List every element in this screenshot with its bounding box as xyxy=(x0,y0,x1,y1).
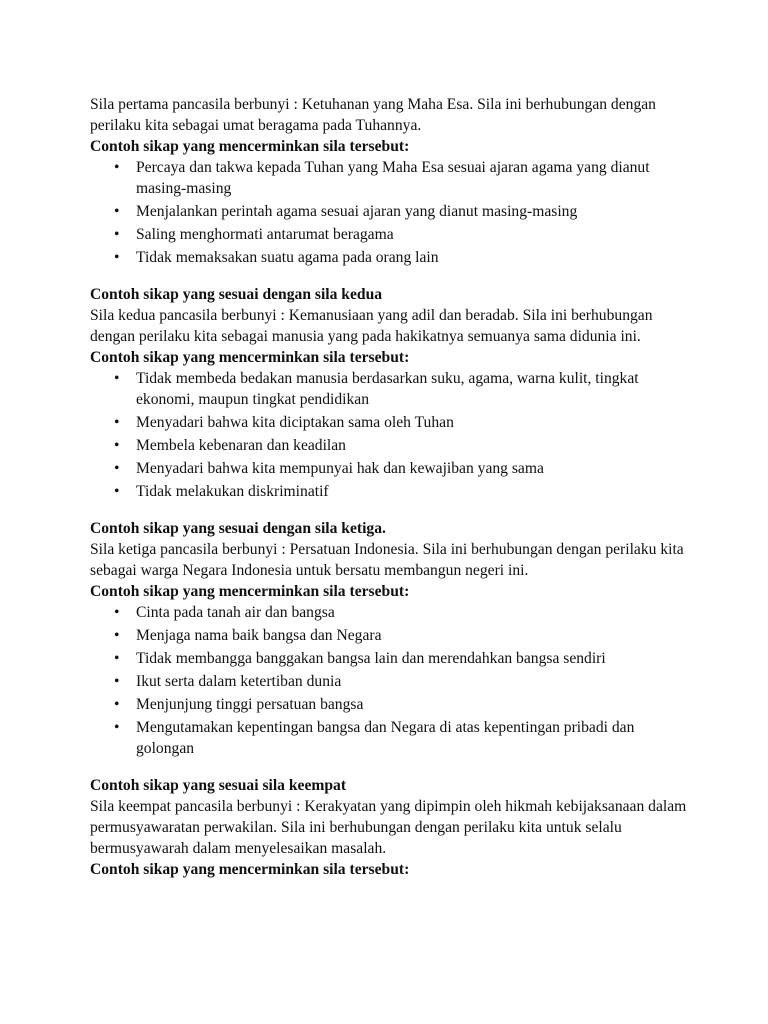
list-item: • Menjalankan perintah agama sesuai ajaran yang dianut masing-masing xyxy=(90,201,690,222)
list-item: • Saling menghormati antarumat beragama xyxy=(90,224,690,245)
list-item: • Ikut serta dalam ketertiban dunia xyxy=(90,671,690,692)
sila3-list xyxy=(90,602,690,759)
sila2-list xyxy=(90,368,690,502)
section-spacer xyxy=(90,270,690,284)
sila3-intro: Sila ketiga pancasila berbunyi : Persatuan Indonesia. Sila ini berhubungan dengan perilaku kita sebagai warga Negara Indonesia untuk bersatu membangun negeri ini. xyxy=(90,541,684,579)
sila4-example-heading: Contoh sikap yang mencerminkan sila tersebut: xyxy=(90,861,410,878)
list-item: • Mengutamakan kepentingan bangsa dan Negara di atas kepentingan pribadi dan golongan xyxy=(90,717,690,759)
section-sila-pertama xyxy=(90,94,690,268)
section-sila-keempat xyxy=(90,775,690,880)
list-item: • Menyadari bahwa kita diciptakan sama oleh Tuhan xyxy=(90,412,690,433)
list-item: • Tidak melakukan diskriminatif xyxy=(90,481,690,502)
list-item: • Tidak membangga banggakan bangsa lain dan merendahkan bangsa sendiri xyxy=(90,648,690,669)
list-item: • Tidak membeda bedakan manusia berdasarkan suku, agama, warna kulit, tingkat ekonomi, maupun tingkat pendidikan xyxy=(90,368,690,410)
section-spacer xyxy=(90,761,690,775)
sila4-intro: Sila keempat pancasila berbunyi : Kerakyatan yang dipimpin oleh hikmah kebijaksanaan dalam permusyawaratan perwakilan. Sila ini berhubungan dengan perilaku kita untuk selalu bermusyawarah dalam menyelesaikan masalah. xyxy=(90,798,687,857)
list-item: • Menyadari bahwa kita mempunyai hak dan kewajiban yang sama xyxy=(90,458,690,479)
sila4-title: Contoh sikap yang sesuai sila keempat xyxy=(90,777,347,794)
list-item: • Menjaga nama baik bangsa dan Negara xyxy=(90,625,690,646)
list-item: • Membela kebenaran dan keadilan xyxy=(90,435,690,456)
section-spacer xyxy=(90,504,690,518)
list-item: • Tidak memaksakan suatu agama pada orang lain xyxy=(90,247,690,268)
list-item: • Percaya dan takwa kepada Tuhan yang Maha Esa sesuai ajaran agama yang dianut masing-masing xyxy=(90,157,690,199)
sila2-example-heading: Contoh sikap yang mencerminkan sila tersebut: xyxy=(90,349,410,366)
sila1-example-heading: Contoh sikap yang mencerminkan sila tersebut: xyxy=(90,138,410,155)
list-item: • Menjunjung tinggi persatuan bangsa xyxy=(90,694,690,715)
list-item: • Cinta pada tanah air dan bangsa xyxy=(90,602,690,623)
document-page xyxy=(90,94,690,880)
section-sila-ketiga xyxy=(90,518,690,759)
sila3-example-heading: Contoh sikap yang mencerminkan sila tersebut: xyxy=(90,583,410,600)
sila2-title: Contoh sikap yang sesuai dengan sila kedua xyxy=(90,286,383,303)
sila3-title: Contoh sikap yang sesuai dengan sila ketiga. xyxy=(90,520,386,537)
sila2-intro: Sila kedua pancasila berbunyi : Kemanusiaan yang adil dan beradab. Sila ini berhubungan dengan perilaku kita sebagai manusia yang pada hakikatnya semuanya sama didunia ini. xyxy=(90,307,653,345)
section-sila-kedua xyxy=(90,284,690,502)
sila1-intro: Sila pertama pancasila berbunyi : Ketuhanan yang Maha Esa. Sila ini berhubungan dengan perilaku kita sebagai umat beragama pada Tuhannya. xyxy=(90,96,656,134)
sila1-list xyxy=(90,157,690,268)
